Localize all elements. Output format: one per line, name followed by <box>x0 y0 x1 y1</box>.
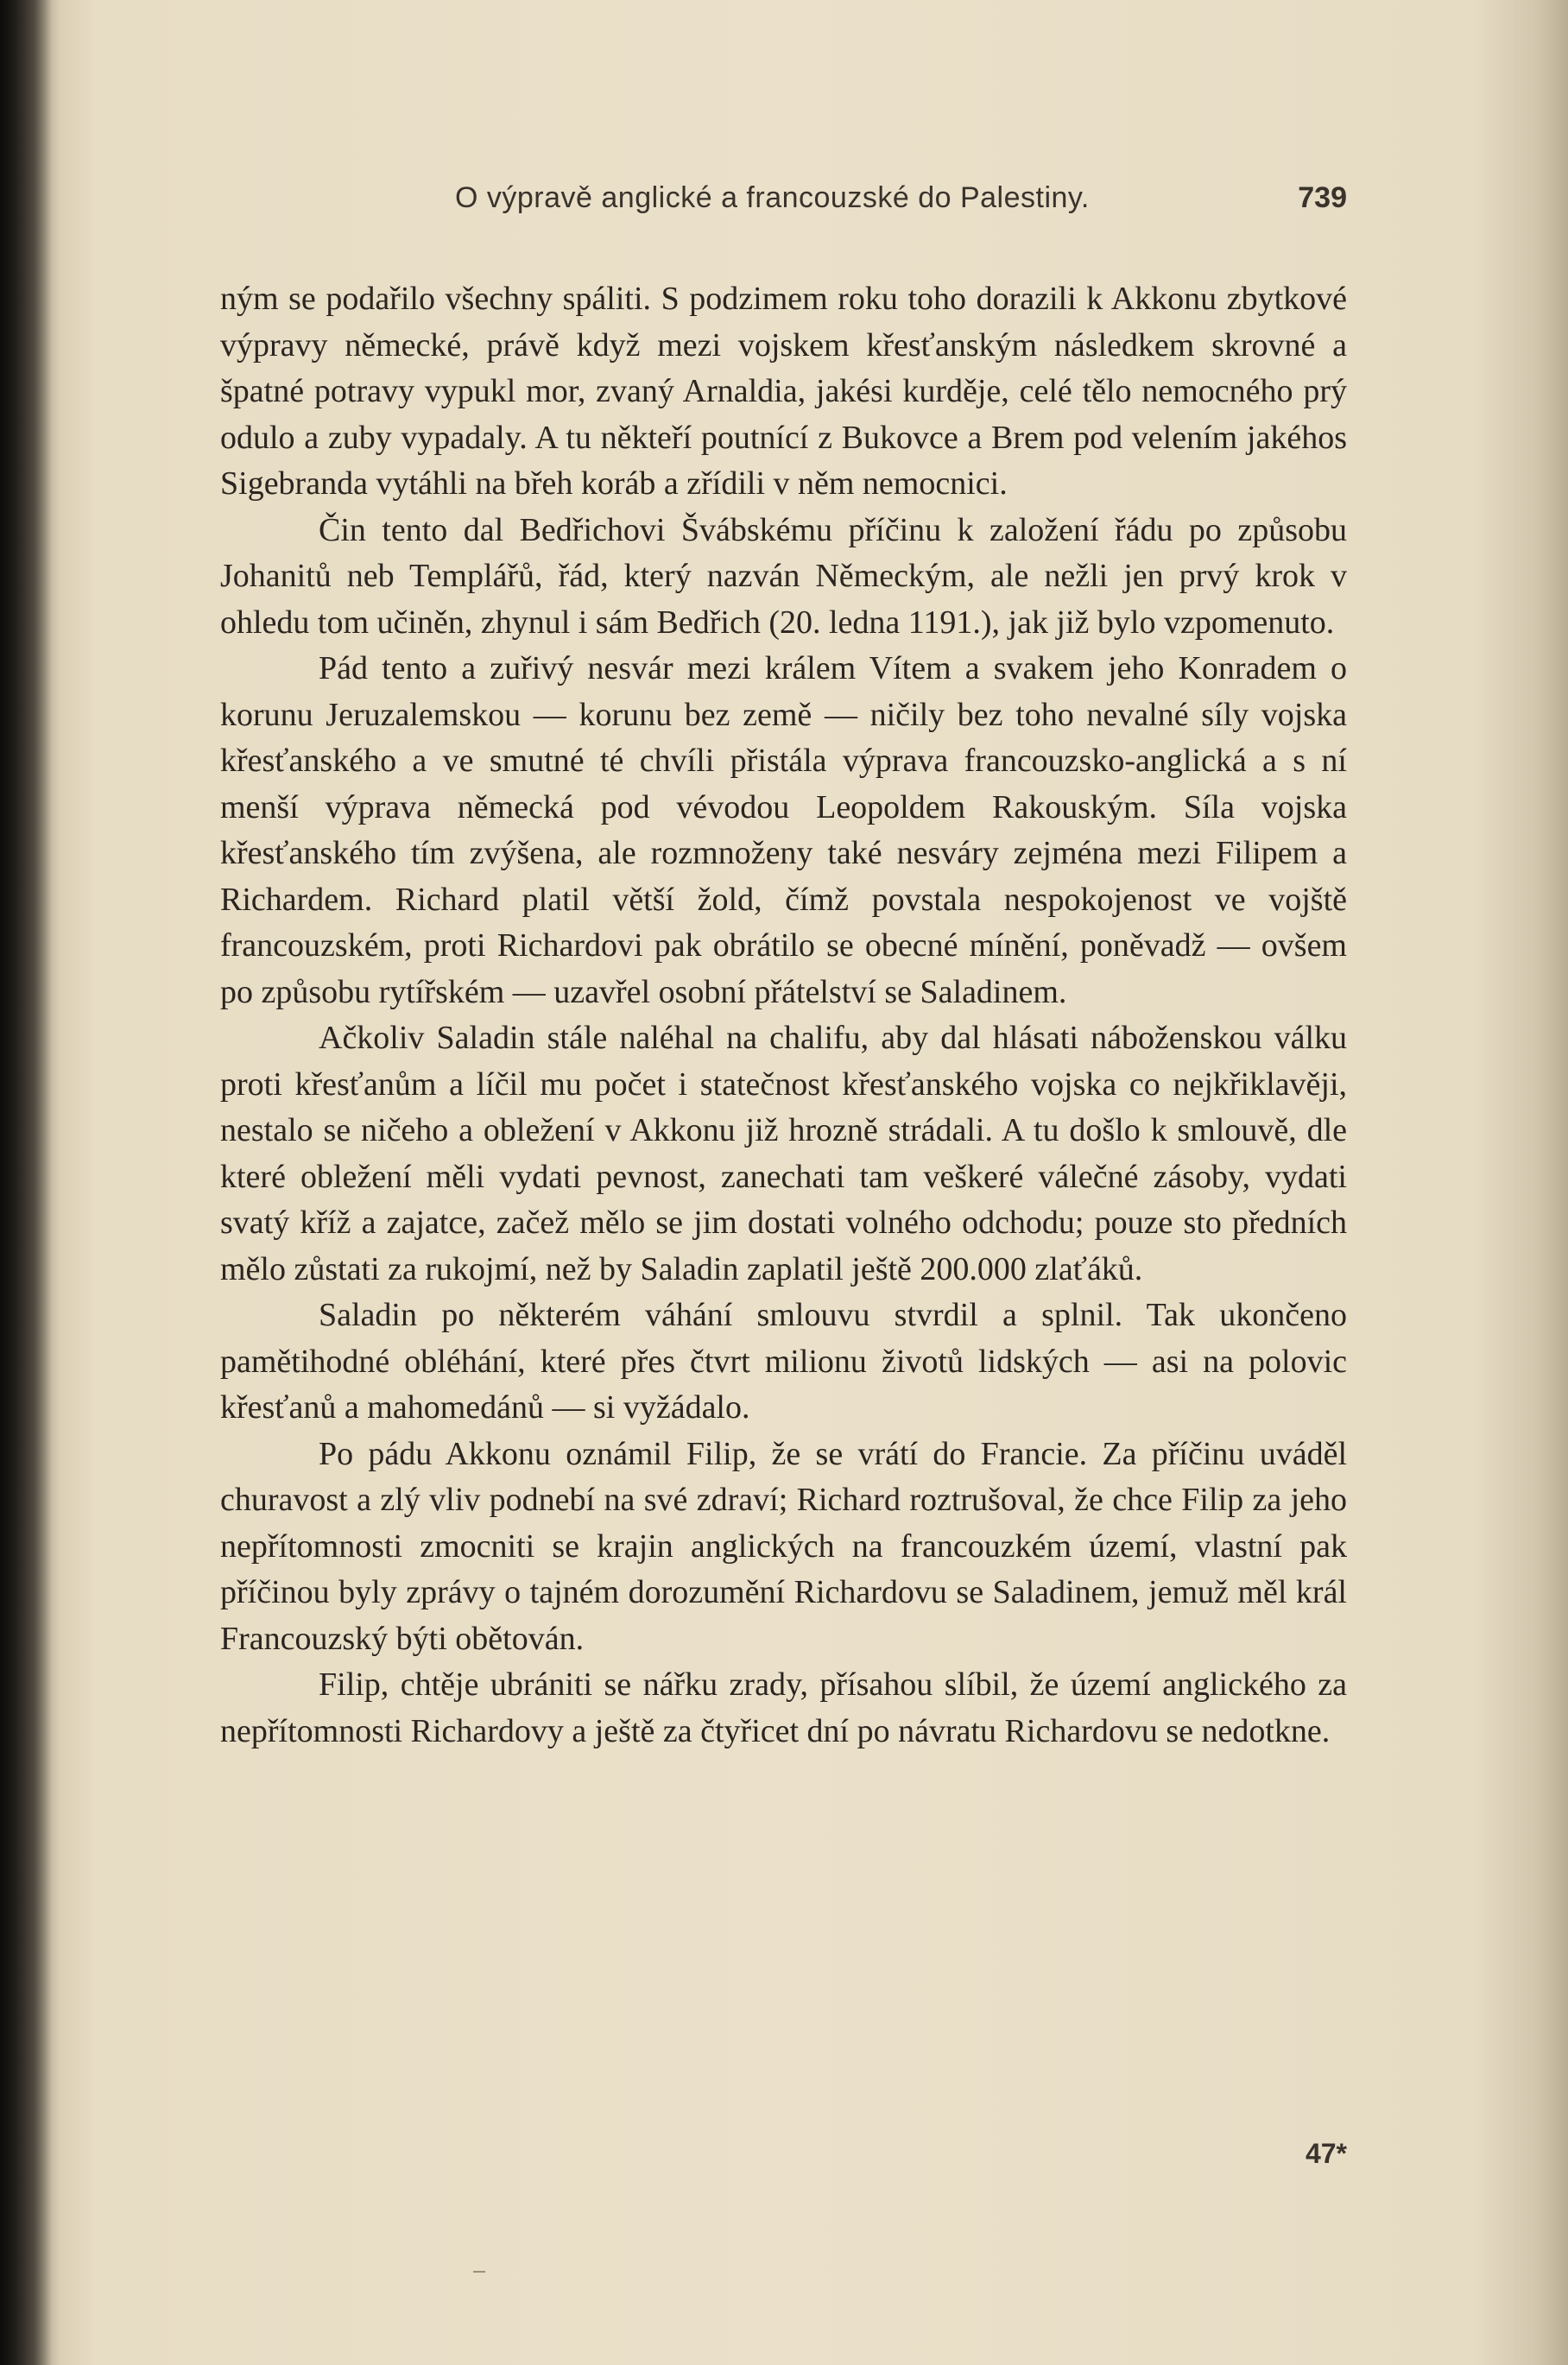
body-text <box>220 276 1347 1755</box>
paragraph-4: Ačkoliv Saladin stále naléhal na chalifu, aby dal hlásati náboženskou válku proti křesťanům a líčil mu počet i statečnost křesťanského vojska co nejkřiklavěji, nestalo se ničeho a obležení v Akkonu již hrozně strádali. A tu došlo k smlouvě, dle které obležení měli vydati pevnost, zanechati tam veškeré válečné zásoby, vydati svatý kříž a zajatce, začež mělo se jim dostati volného odchodu; pouze sto předních mělo zůstati za rukojmí, než by Saladin zaplatil ještě 200.000 zlaťáků. <box>220 1020 1347 1287</box>
paragraph-1: ným se podařilo všechny spáliti. S podzimem roku toho dorazili k Akkonu zbytkové výpravy německé, právě když mezi vojskem křesťanským následkem skrovné a špatné potravy vypukl mor, zvaný Arnaldia, jakési kurděje, celé tělo nemocného prý odulo a zuby vypadaly. A tu někteří poutnící z Bukovce a Brem pod velením jakéhos Sigebranda vytáhli na břeh koráb a zřídili v něm nemocnici. <box>220 281 1347 502</box>
signature-mark: 47* <box>1305 2138 1347 2169</box>
paragraph-3: Pád tento a zuřivý nesvár mezi králem Vítem a svakem jeho Konradem o korunu Jeruzalemskou — korunu bez země — ničily bez toho nevalné síly vojska křesťanského a ve smutné té chvíli přistála výprava francouzsko-anglická a s ní menší výprava německá pod vévodou Leopoldem Rakouským. Síla vojska křesťanského tím zvýšena, ale rozmnoženy také nesváry zejména mezi Filipem a Richardem. Richard platil větší žold, čímž povstala nespokojenost ve vojště francouzském, proti Richardovi pak obrátilo se obecné mínění, poněvadž — ovšem po způsobu rytířském — uzavřel osobní přátelství se Saladinem. <box>220 650 1347 1010</box>
running-head-title: O výpravě anglické a francouzské do Palestiny. <box>455 181 1090 214</box>
paragraph-2: Čin tento dal Bedřichovi Švábskému příčinu k založení řádu po způsobu Johanitů neb Templářů, řád, který nazván Německým, ale nežli jen prvý krok v ohledu tom učiněn, zhynul i sám Bedřich (20. ledna 1191.), jak již bylo vzpomenuto. <box>220 511 1347 641</box>
paragraph-6: Po pádu Akkonu oznámil Filip, že se vrátí do Francie. Za příčinu uváděl churavost a zlý vliv podnebí na své zdraví; Richard roztrušoval, že chce Filip za jeho nepřítomnosti zmocniti se krajin anglických na francouzkém území, vlastní pak příčinou byly zprávy o tajném dorozumění Richardovu se Saladinem, jemuž měl král Francouzský býti obětován. <box>220 1435 1347 1657</box>
paragraph-7: Filip, chtěje ubrániti se nářku zrady, přísahou slíbil, že území anglického za nepřítomnosti Richardovy a ještě za čtyřicet dní po návratu Richardovu se nedotkne. <box>220 1666 1347 1749</box>
running-head <box>220 173 1347 224</box>
page-number: 739 <box>1298 181 1347 214</box>
book-page <box>220 173 1347 1755</box>
paper-speck <box>473 2271 485 2273</box>
paragraph-5: Saladin po některém váhání smlouvu stvrdil a splnil. Tak ukončeno pamětihodné obléhání, které přes čtvrt milionu životů lidských — asi na polovic křesťanů a mahomedánů — si vyžádalo. <box>220 1297 1347 1426</box>
binding-gutter <box>0 0 60 2365</box>
